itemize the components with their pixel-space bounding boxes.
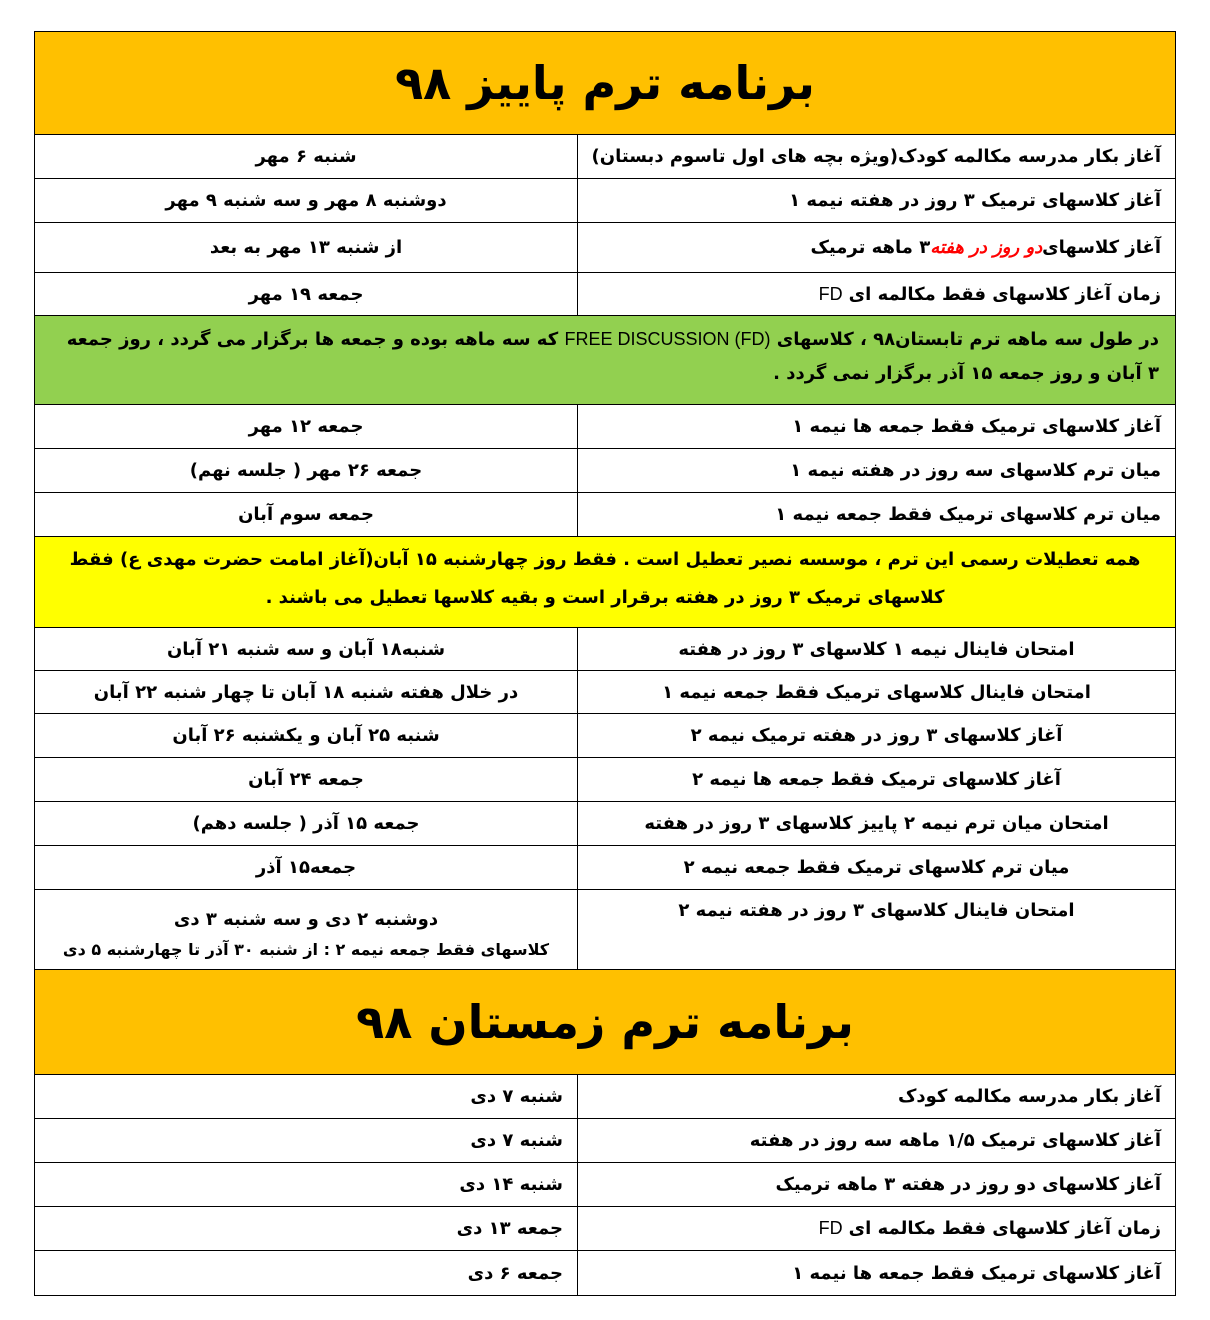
table-row <box>35 134 1175 178</box>
event-text: ۳ ماهه ترمیک <box>810 237 931 258</box>
table-row <box>35 1162 1175 1206</box>
table-row <box>35 801 1175 845</box>
event-cell: آغاز بکار مدرسه مکالمه کودک <box>577 1075 1175 1118</box>
table-row <box>35 627 1175 670</box>
table-row <box>35 889 1175 969</box>
event-cell: آغاز کلاسهای ترمیک فقط جمعه ها نیمه ۲ <box>577 758 1175 801</box>
date-cell: دوشنبه ۸ مهر و سه شنبه ۹ مهر <box>165 190 447 211</box>
event-cell: آغاز کلاسهای ترمیک ۳ روز در هفته نیمه ۱ <box>577 179 1175 222</box>
event-cell <box>577 223 1175 272</box>
yellow-note-row <box>35 536 1175 627</box>
table-row <box>35 492 1175 536</box>
date-cell: جمعه ۱۹ مهر <box>248 283 364 305</box>
table-row <box>35 448 1175 492</box>
table-row <box>35 757 1175 801</box>
date-cell: جمعه سوم آبان <box>238 504 374 525</box>
event-cell <box>577 273 1175 315</box>
event-text: زمان آغاز کلاسهای فقط مکالمه ای <box>848 283 1161 305</box>
event-cell <box>577 1207 1175 1250</box>
table-row <box>35 1250 1175 1295</box>
date-cell <box>35 890 577 969</box>
highlight-text: دو روز در هفته <box>930 237 1043 258</box>
table-row <box>35 713 1175 757</box>
table-row <box>35 272 1175 315</box>
event-cell: میان ترم کلاسهای سه روز در هفته نیمه ۱ <box>577 449 1175 492</box>
event-cell: میان ترم کلاسهای ترمیک فقط جمعه نیمه ۲ <box>577 846 1175 889</box>
event-cell: آغاز بکار مدرسه مکالمه کودک(ویژه بچه های اول تاسوم دبستان) <box>577 135 1175 178</box>
event-cell: آغاز کلاسهای ترمیک فقط جمعه ها نیمه ۱ <box>577 1251 1175 1295</box>
event-text: آغاز کلاسهای <box>1042 237 1161 258</box>
date-cell: جمعه ۲۴ آبان <box>248 769 364 790</box>
yellow-note: همه تعطیلات رسمی این ترم ، موسسه نصیر تعطیل است . فقط روز چهارشنبه ۱۵ آبان(آغاز امامت حضرت مهدی ع) فقط کلاسهای ترمیک ۳ روز در هفته برقرار است و بقیه کلاسها تعطیل می باشند . <box>35 537 1175 627</box>
date-line: کلاسهای فقط جمعه نیمه ۲ : از شنبه ۳۰ آذر تا چهارشنبه ۵ دی <box>62 939 550 959</box>
event-cell: امتحان فاینال کلاسهای ۳ روز در هفته نیمه ۲ <box>577 890 1175 969</box>
date-cell: جمعه ۲۶ مهر ( جلسه نهم) <box>189 460 423 481</box>
date-line: دوشنبه ۲ دی و سه شنبه ۳ دی <box>173 908 439 930</box>
table-row <box>35 845 1175 889</box>
date-cell: شنبه ۲۵ آبان و یکشنبه ۲۶ آبان <box>172 725 440 746</box>
fall-title: برنامه ترم پاییز ۹۸ <box>35 31 1175 134</box>
date-cell: شنبه ۷ دی <box>470 1130 563 1151</box>
event-cell: امتحان میان ترم نیمه ۲ پاییز کلاسهای ۳ روز در هفته <box>577 802 1175 845</box>
event-cell: آغاز کلاسهای ترمیک ۱/۵ ماهه سه روز در هفته <box>577 1119 1175 1162</box>
event-text: زمان آغاز کلاسهای فقط مکالمه ای <box>848 1218 1161 1239</box>
note-text: که سه ماهه بوده و جمعه ها برگزار می گردد ، روز جمعه ۳ آبان و روز جمعه ۱۵ آذر برگزار نمی گردد . <box>66 329 1159 384</box>
event-latin: FD <box>818 283 843 304</box>
event-cell: آغاز کلاسهای دو روز در هفته ۳ ماهه ترمیک <box>577 1163 1175 1206</box>
table-row <box>35 670 1175 713</box>
event-cell: امتحان فاینال نیمه ۱ کلاسهای ۳ روز در هفته <box>577 628 1175 670</box>
date-cell: از شنبه ۱۳ مهر به بعد <box>209 237 403 258</box>
table-row <box>35 1074 1175 1118</box>
winter-title: برنامه ترم زمستان ۹۸ <box>35 969 1175 1074</box>
table-row <box>35 222 1175 272</box>
table-row <box>35 404 1175 448</box>
event-cell: میان ترم کلاسهای ترمیک فقط جمعه نیمه ۱ <box>577 493 1175 536</box>
date-cell: جمعه ۱۳ دی <box>456 1218 563 1239</box>
note-latin: FREE DISCUSSION (FD) <box>564 329 771 349</box>
table-row <box>35 1118 1175 1162</box>
date-cell: جمعه ۶ دی <box>467 1262 563 1284</box>
date-cell: جمعه۱۵ آذر <box>255 857 357 878</box>
date-cell: جمعه ۱۲ مهر <box>248 416 364 437</box>
event-cell: امتحان فاینال کلاسهای ترمیک فقط جمعه نیمه ۱ <box>577 671 1175 713</box>
date-cell: جمعه ۱۵ آذر ( جلسه دهم) <box>192 813 420 834</box>
green-note-row <box>35 315 1175 404</box>
event-cell: آغاز کلاسهای ۳ روز در هفته ترمیک نیمه ۲ <box>577 714 1175 757</box>
date-cell: شنبه۱۸ آبان و سه شنبه ۲۱ آبان <box>166 638 446 660</box>
date-cell: در خلال هفته شنبه ۱۸ آبان تا چهار شنبه ۲۲ آبان <box>93 681 519 703</box>
date-cell: شنبه ۶ مهر <box>255 146 357 167</box>
table-row <box>35 1206 1175 1250</box>
date-cell: شنبه ۷ دی <box>470 1086 563 1107</box>
table-row <box>35 178 1175 222</box>
note-text: در طول سه ماهه ترم تابستان۹۸ ، کلاسهای <box>770 329 1159 350</box>
schedule-sheet <box>34 31 1176 1296</box>
event-latin: FD <box>818 1218 843 1238</box>
green-note <box>35 316 1175 404</box>
date-cell: شنبه ۱۴ دی <box>459 1174 563 1195</box>
event-cell: آغاز کلاسهای ترمیک فقط جمعه ها نیمه ۱ <box>577 405 1175 448</box>
